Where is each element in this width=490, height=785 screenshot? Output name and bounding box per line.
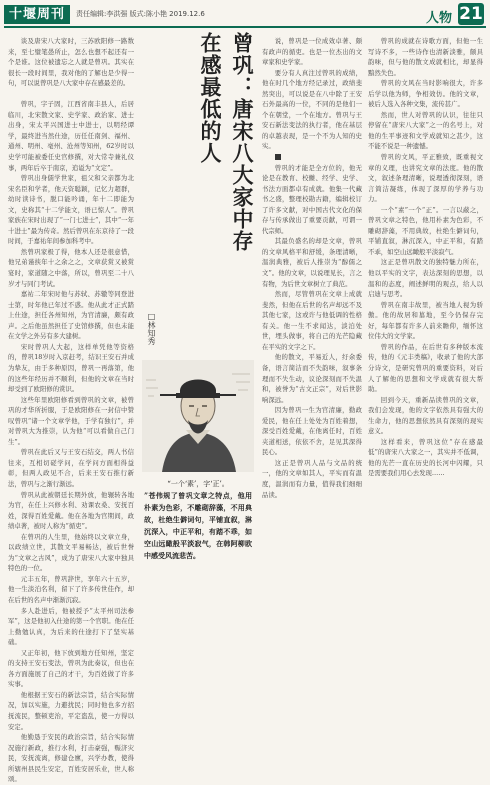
article-paragraph: 这正是曾巩人品与文品的统一，他的文章如其人，平实而有温度，温润而有力量，值得我们细细品读。 [262, 458, 362, 499]
header-rule [4, 26, 486, 28]
article-paragraph: 曾巩在此后又与王安石结交，两人书信往来，互相切磋学问，在学问方面相得益彰，但两人政见不合，后来王安石推行新法，曾巩与之渐行渐远。 [8, 448, 134, 488]
article-paragraph: 要分有人真注过曾巩的成绩，他在时几个地方经记录过，政绩斐然突出，可以说是在八中除了王安石外最高的一位，不同的是他们一个在朝堂，一个在地方。曾巩与王安石新法变法的执行者，他在基层的卓越表现，是一个不为人知的史实。 [262, 68, 362, 151]
article-paragraph: 这样看来，曾巩这位“存在感最低”的唐宋八大家之一，其实并不低调，他的光芒一直在历史的长河中闪耀，只是需要我们用心去发现…… [368, 437, 483, 478]
article-paragraph: 其最负盛名的却是文章，曾巩的文章风格平和舒缓，条理清晰，温润典雅，被后人推崇为“醇儒之文”。他的文章，以说理见长，言之有物，为后世文章树立了典范。 [262, 237, 362, 288]
caption-lead: “一个‘素’，字‘正’。 [167, 480, 229, 488]
article-paragraph: 他勤恳于安民的政治宗旨，结合实际情况施行新政，推行水利，打击豪强，赈济灾民，安抚流离，修建仓廪，兴学办教，使得所辖州县民生安定，百姓安居乐业，世人称颂。 [8, 733, 134, 784]
article-paragraph: 谈及唐宋八大家时，三苏欧阳修一路数来，至七璧笔愚所止，怎么也想不起还有一个是谁。这位被遗忘之人就是曾巩。其实在很长一段时间里，我对他的了解也是少得一句，可以说曾巩是八大家中存在感最差的。 [8, 37, 134, 88]
portrait-image [142, 360, 254, 472]
article-paragraph: 又正年初，他下放到地方任知州，坚定的支持王安石变法，曾巩为此奏议，但也在各方面施展了自己的才干，为百姓做了许多实事。 [8, 648, 134, 689]
article-paragraph: 元丰五年，曾巩辞世，享年六十五岁，他一生淡泊名利，留下了许多传世佳作，却在后世的名声中渐渐沉寂。 [8, 574, 134, 604]
article-column-1 [8, 36, 134, 784]
article-paragraph: 他的散文，平易近人，纡余委备，语言简洁而不失韵味，叙事条理而不失生动，议论深刻而不失温和，被誉为“古文正宗”，对后世影响深远。 [262, 353, 362, 404]
article-headline [144, 32, 264, 312]
caption-body: ”苍伟规了曾巩文章之特点，他用朴素为色彩，不雕砌辞藻，不用典故，杜绝生僻词句，平铺直叙，淋沉深入，中正平和，有踏不乖，如空山远瞰般平淡寂气，在韩阿柳欧中感受风流悲苦。 [144, 491, 252, 560]
article-paragraph: 说，曾巩是一位成效卓著、颇有政声的循吏。也是一位杰出的文章家和史学家。 [262, 37, 362, 67]
article-paragraph: 这些年里欧阳修看到曾巩的文章，被曾巩的才华所折服，于是欧阳修在一封信中赞叹曾巩“诸一个文章学他，于学有独行”，并对曾巩大为推崇，认为他“可以看做自己门生”。 [8, 395, 134, 446]
article-paragraph: 然曾巩家极了得，他本人还是很意惜，他兄弟谨挟年十之余之之，文章获赏又被赏宴时，家道随之中落，所以，曾巩至二十八岁才与同门考试。 [8, 247, 134, 288]
article-paragraph: 宋时曾巩人大起，这样单凭他等资格的，曾巩18岁时入京赶考，结识王安石并成为挚友，由于多种原因，曾巩一再落第，他的这些年经历并不顺利，但他的文章在当时却受到了欧阳修的赏识。 [8, 342, 134, 394]
article-paragraph [8, 89, 134, 100]
photo-caption [144, 478, 252, 562]
author-byline: □林知秀 [147, 312, 156, 345]
article-paragraph: 他根据王安石的新法宗旨，结合实际情况，加以实施，力避扰民；同时他也多方招抚流民，整顿吏治，平定盗乱，使一方得以安定。 [8, 690, 134, 731]
section-marker [262, 152, 362, 163]
article-paragraph: 然而，尽管曾巩在文章上成就斐然，但他在后世的名声却远不及其他七家，这或许与他低调的性格有关。他一生不求闻达，淡泊处世，埋头做事，将自己的光芒隐藏在平实的文字之下。 [262, 290, 362, 351]
editor-credits: 责任编辑:李洪强 版式:陈小艳 2019.12.6 [76, 10, 205, 18]
article-paragraph: 曾巩，字子固，江西省南丰县人，后居临川，北宋散文家、史学家、政治家、进士出身，宋太平兴国进士中进士，以明经谭学，最终进当然仕途，历任任南剑、福州、通州、明州、亳州、沧州等知州，62岁时以史学可能被委任史官修撰，对大常寺兼礼仪事，两年后卒于南京，追谥为“文定”。 [8, 100, 134, 172]
article-paragraph: 一个“素”一个“正”。一言以蔽之，曾巩文章之特色，他用朴素为色彩，不雕砌辞藻，不用典故，杜绝生僻词句，平铺直叙，淋沉深入，中正平和，有踏不乖，如空山远瞰般平淡寂气。 [368, 205, 483, 256]
article-paragraph: 曾巩从此被朝廷长期外放，他辗转各地为官，在任上兴修水利、劝课农桑、安抚百姓，深得百姓爱戴。他在各地为官期间，政绩卓著，被时人称为“循吏”。 [8, 490, 134, 531]
article-paragraph: 曾巩出身儒学世家，祖父和父亲都为北宋名臣和学者，他天资聪颖，记忆力超群，幼时读诗书，脱口能吟诵，年十二即能为文，史称其“十二学能文，语已惊人”。曾巩家族在宋时出现了“一门七进士”，其中“一年十进士”最为传奇。然后曾巩在东京待了一段时间，于嘉祐年间参加科考中。 [8, 174, 134, 246]
article-paragraph: 曾巩的作品，在后世有多种版本流传，他的《元丰类稿》，收录了他的大部分诗文，是研究曾巩的重要资料，对后人了解他的思想和文学成就有很大帮助。 [368, 342, 483, 394]
masthead [0, 0, 490, 28]
article-paragraph: 曾巩的文风，平正雅致，既重视文章的义理，也讲究文章的法度。他的散文，叙述条理清晰，说理透彻深刻，语言简洁凝练，体现了深厚的学养与功力。 [368, 153, 483, 204]
article-paragraph: 嘉祐二年宋时他与苏轼、苏辙等同登进士第，时年他已年过不惑。他从此才正式踏上仕途，担任各州知州，为官清廉，颇有政声。之后他虽然担任了史馆修撰，但也未能在文学之外另有多大建树。 [8, 290, 134, 341]
article-column-2 [262, 36, 362, 696]
page-number: 21 [459, 4, 483, 24]
article-paragraph: 曾巩的文风在当时影响很大，许多后学以他为师，争相效仿。他的文章，被后人选入各种文集，流传甚广。 [368, 79, 483, 109]
article-paragraph: 曾巩在南丰故里，被当地人视为骄傲。他的故居和墓地，至今仍保存完好，每年都有许多人前来瞻仰，缅怀这位伟大的文学家。 [368, 300, 483, 341]
section-title: 人物 [425, 11, 452, 26]
square-bullet-icon [275, 154, 281, 160]
article-paragraph: 曾巩的成就在诗歌方面，但他一生写诗不多，一些诗作也清新淡雅，颇具韵味，但与他的散文成就相比，却显得黯然失色。 [368, 37, 483, 77]
article-paragraph: 曾巩的才能是全方位的，他无论是在教育、校雠、经学、史学、书法方面都卓有成就。他集一代藏书之盛，整理校勘古籍，编辑校订了许多文献，对中国古代文化的保存与传承做出了重要贡献，可谓一代宗师。 [262, 163, 362, 235]
headline-line-1: 曾巩：唐宋八大家中存 [230, 32, 255, 252]
article-paragraph: 多人赴进后，他被授予“太平州司法参军”，这是他初入仕途的第一个官职。他在任上勤勉认真，为后来的仕途打下了坚实基础。 [8, 606, 134, 647]
article-paragraph: 然而，世人对曾巩的认识，往往只停留在“唐宋八大家”之一的名号上，对他的生平事迹和文学成就知之甚少，这不能不说是一种遗憾。 [368, 110, 483, 151]
headline-line-2: 在感最低的人 [198, 32, 223, 164]
article-paragraph: 因为曾巩一生为官清廉，勤政爱民，他在任上处处为百姓着想，深受百姓爱戴，在他离任时，百姓夹道相送，依依不舍，足见其深得民心。 [262, 406, 362, 457]
article-paragraph: 这正是曾巩散文的独特魅力所在，他以平实的文字，表达深刻的思想，以温和的态度，阐述鲜明的观点，给人以启迪与思考。 [368, 258, 483, 299]
article-paragraph: 回到今天，重新品读曾巩的文章，我们会发现，他的文字依然具有强大的生命力，他的思想依然具有深刻的现实意义。 [368, 395, 483, 436]
article-column-3 [368, 36, 483, 696]
newspaper-logo: 十堰周刊 [4, 5, 70, 24]
article-paragraph: 在曾巩的人生里，他始终以文章立身，以政绩立世，其散文平易畅达，被后世誉为“文章之古风”，成为了唐宋八大家中独具特色的一位。 [8, 532, 134, 573]
portrait-illustration [142, 360, 254, 472]
